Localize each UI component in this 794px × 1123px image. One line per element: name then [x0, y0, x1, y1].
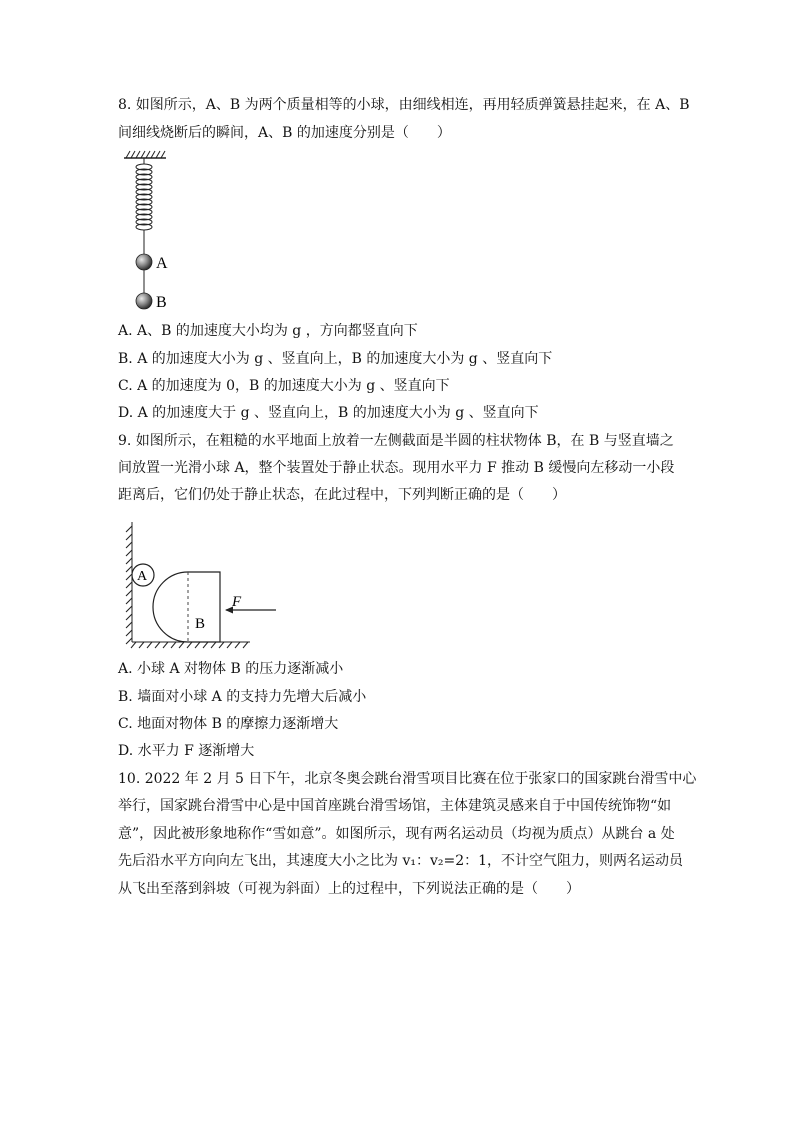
q8-option-b: B. A 的加速度大小为 g 、竖直向上，B 的加速度大小为 g 、竖直向下 [118, 351, 553, 367]
q10-stem-line5: 从飞出至落到斜坡（可视为斜面）上的过程中，下列说法正确的是（ ） [118, 881, 580, 897]
half-cylinder-b [153, 572, 220, 642]
q8-option-c: C. A 的加速度为 0，B 的加速度大小为 g 、竖直向下 [118, 378, 450, 394]
q10-stem-line1: 10. 2022 年 2 月 5 日下午，北京冬奥会跳台滑雪项目比赛在位于张家口的国家跳台滑雪中心 [118, 771, 697, 787]
ground-hatch [131, 642, 250, 648]
q8-option-a: A. A、B 的加速度大小均为 g ，方向都竖直向下 [118, 323, 418, 339]
q9-stem-line1: 9. 如图所示，在粗糙的水平地面上放着一左侧截面是半圆的柱状物体 B，在 B 与竖直墙之 [118, 433, 674, 449]
label-f: F [232, 594, 242, 610]
q10-stem-line4: 先后沿水平方向向左飞出，其速度大小之比为 v₁：v₂=2：1，不计空气阻力，则两名运动员 [118, 853, 684, 869]
q8-stem-line1: 8. 如图所示，A、B 为两个质量相等的小球，由细线相连，再用轻质弹簧悬挂起来，在 A、B [118, 97, 690, 113]
q9-option-c: C. 地面对物体 B 的摩擦力逐渐增大 [118, 716, 339, 732]
q9-option-d: D. 水平力 F 逐渐增大 [118, 743, 255, 759]
q9-option-a: A. 小球 A 对物体 B 的压力逐渐减小 [118, 661, 344, 677]
q9-option-b: B. 墙面对小球 A 的支持力先增大后减小 [118, 689, 367, 705]
label-a: A [137, 569, 148, 584]
spring [136, 158, 152, 254]
q9-stem-line2: 间放置一光滑小球 A，整个装置处于静止状态。现用水平力 F 推动 B 缓慢向左移动一小段 [118, 460, 675, 476]
q8-stem-line2: 间细线烧断后的瞬间，A、B 的加速度分别是（ ） [118, 125, 451, 141]
label-b: B [195, 616, 206, 632]
ball-b [136, 293, 152, 309]
wall-hatch [126, 522, 132, 644]
q9-stem-line3: 距离后，它们仍处于静止状态，在此过程中，下列判断正确的是（ ） [118, 487, 566, 503]
q8-option-d: D. A 的加速度大于 g 、竖直向上，B 的加速度大小为 g 、竖直向下 [118, 405, 539, 421]
q10-stem-line3: 意”，因此被形象地称作“雪如意”。如图所示，现有两名运动员（均视为质点）从跳台 a 处 [118, 826, 675, 842]
q10-stem-line2: 举行，国家跳台滑雪中心是中国首座跳台滑雪场馆，主体建筑灵感来自于中国传统饰物“如 [118, 798, 672, 814]
q8-spring-figure [110, 148, 190, 318]
ball-a [136, 254, 152, 270]
q9-wall-figure [122, 518, 282, 650]
label-a: A [156, 255, 168, 272]
ceiling-hatch [124, 151, 166, 158]
label-b: B [156, 294, 167, 311]
